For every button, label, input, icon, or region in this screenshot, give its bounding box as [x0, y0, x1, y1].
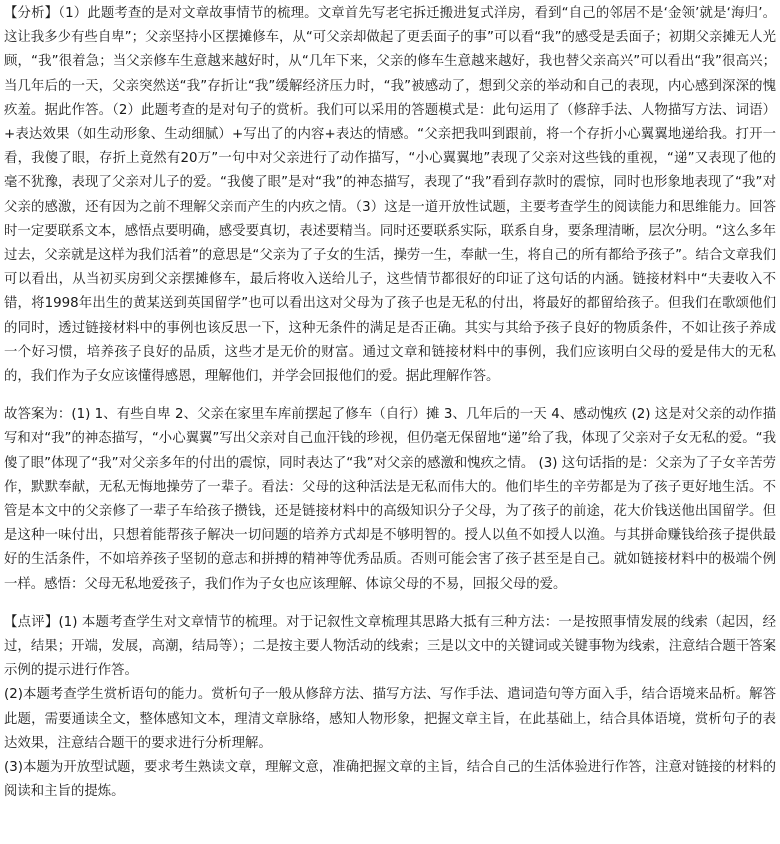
- comment-paragraph-3: (3)本题为开放型试题，要求考生熟读文章，理解文意，准确把握文章的主旨，结合自己的生活体验进行作答，注意对链接的材料的阅读和主旨的提炼。: [4, 760, 776, 800]
- paragraph-gap: [4, 389, 776, 403]
- comment-paragraph-1: 【点评】(1) 本题考查学生对文章情节的梳理。对于记叙性文章梳理其思路大抵有三种方法：一是按照事情发展的线索（起因，经过，结果；开端，发展，高潮，结局等）；二是按主要人物活动的线索；三是以文中的关键词或关键事物为线索，注意结合题干答案示例的提示进行作答。: [4, 614, 776, 679]
- analysis-paragraph: 【分析】（1）此题考查的是对文章故事情节的梳理。文章首先写老宅拆迁搬进复式洋房，看到“自己的邻居不是‘金领’就是‘海归’。这让我多少有些自卑”；父亲坚持小区摆摊修车，从“可父亲却做起了更丢面子的事”可以看“我”的感受是丢面子；初期父亲摊无人光顾，“我”很着急；当父亲修车生意越来越好时，从“几年下来，父亲的修车生意越来越好，我也替父亲高兴”可以看出“我”很高兴；当几年后的一天，父亲突然送“我”存折让“我”缓解经济压力时，“我”被感动了，想到父亲的举动和自己的表现，内心感到深深的愧疚羞。据此作答。（2）此题考查的是对句子的赏析。我们可以采用的答题模式是：此句运用了（修辞手法、人物描写方法、词语）+表达效果（如生动形象、生动细腻）+写出了的内容+表达的情感。“父亲把我叫到跟前，将一个存折小心翼翼地递给我。打开一看，我傻了眼，存折上竟然有20万”一句中对父亲进行了动作描写，“小心翼翼地”表现了父亲对这些钱的重视，“递”又表现了他的毫不犹豫，表现了父亲对儿子的爱。“我傻了眼”是对“我”的神态描写，表现了“我”看到存款时的震惊，同时也形象地表现了“我”对父亲的感激，还有因为之前不理解父亲而产生的内疚之情。（3）这是一道开放性试题，主要考查学生的阅读能力和思维能力。回答时一定要联系文本，感悟点要明确，感受要真切，表述要精当。同时还要联系实际，联系自身，要条理清晰，层次分明。“这么多年过去，父亲就是这样为我们活着”的意思是“父亲为了子女的生活，操劳一生，奉献一生，将自己的所有都给予孩子”。结合文章我们可以看出，从当初买房到父亲摆摊修车，最后将收入送给儿子，这些情节都很好的印证了这句话的内涵。链接材料中“夫妻收入不错，将1998年出生的黄某送到英国留学”也可以看出这对父母为了孩子也是无私的付出，将最好的都留给孩子。但我们在歌颂他们的同时，透过链接材料中的事例也该反思一下，这种无条件的满足是否正确。其实与其给予孩子良好的物质条件，不如让孩子养成一个好习惯，培养孩子良好的品质，这些才是无价的财富。通过文章和链接材料中的事例，我们应该明白父母的爱是伟大的无私的，我们作为子女应该懂得感恩，理解他们，并学会回报他们的爱。据此理解作答。: [4, 6, 776, 385]
- answer-paragraph: 故答案为：(1) 1、有些自卑 2、父亲在家里车库前摆起了修车（自行）摊 3、几年后的一天 4、感动愧疚 (2) 这是对父亲的动作描写和对“我”的神态描写，“小心翼翼”写出父亲对自己血汗钱的珍视，但仍毫无保留地“递”给了我，体现了父亲对子女无私的爱。“我傻了眼”体现了“我”对父亲多年的付出的震惊，同时表达了“我”对父亲的感激和愧疚之情。 (3) 这句话指的是：父亲为了子女辛苦劳作，默默奉献，无私无悔地操劳了一辈子。看法：父母的这种活法是无私而伟大的。他们毕生的辛劳都是为了孩子更好地生活。不管是本文中的父亲修了一辈子车给孩子攒钱，还是链接材料中的高级知识分子父母，为了孩子的前途，花大价钱送他出国留学。但是这种一味付出，只想着能帮孩子解决一切问题的培养方式却是不够明智的。授人以鱼不如授人以渔。与其拼命赚钱给孩子提供最好的生活条件，不如培养孩子坚韧的意志和拼搏的精神等优秀品质。否则可能会害了孩子甚至是自己。就如链接材料中的极端个例一样。感悟：父母无私地爱孩子，我们作为子女也应该理解、体谅父母的不易，回报父母的爱。: [4, 407, 776, 592]
- comment-paragraph-2: (2)本题考查学生赏析语句的能力。赏析句子一般从修辞方法、描写方法、写作手法、遣词造句等方面入手，结合语境来品析。解答此题，需要通读全文，整体感知文本，理清文章脉络，感知人物形象，把握文章主旨，在此基础上，结合具体语境，赏析句子的表达效果，注意结合题干的要求进行分析理解。: [4, 687, 776, 751]
- paragraph-gap: [4, 597, 776, 611]
